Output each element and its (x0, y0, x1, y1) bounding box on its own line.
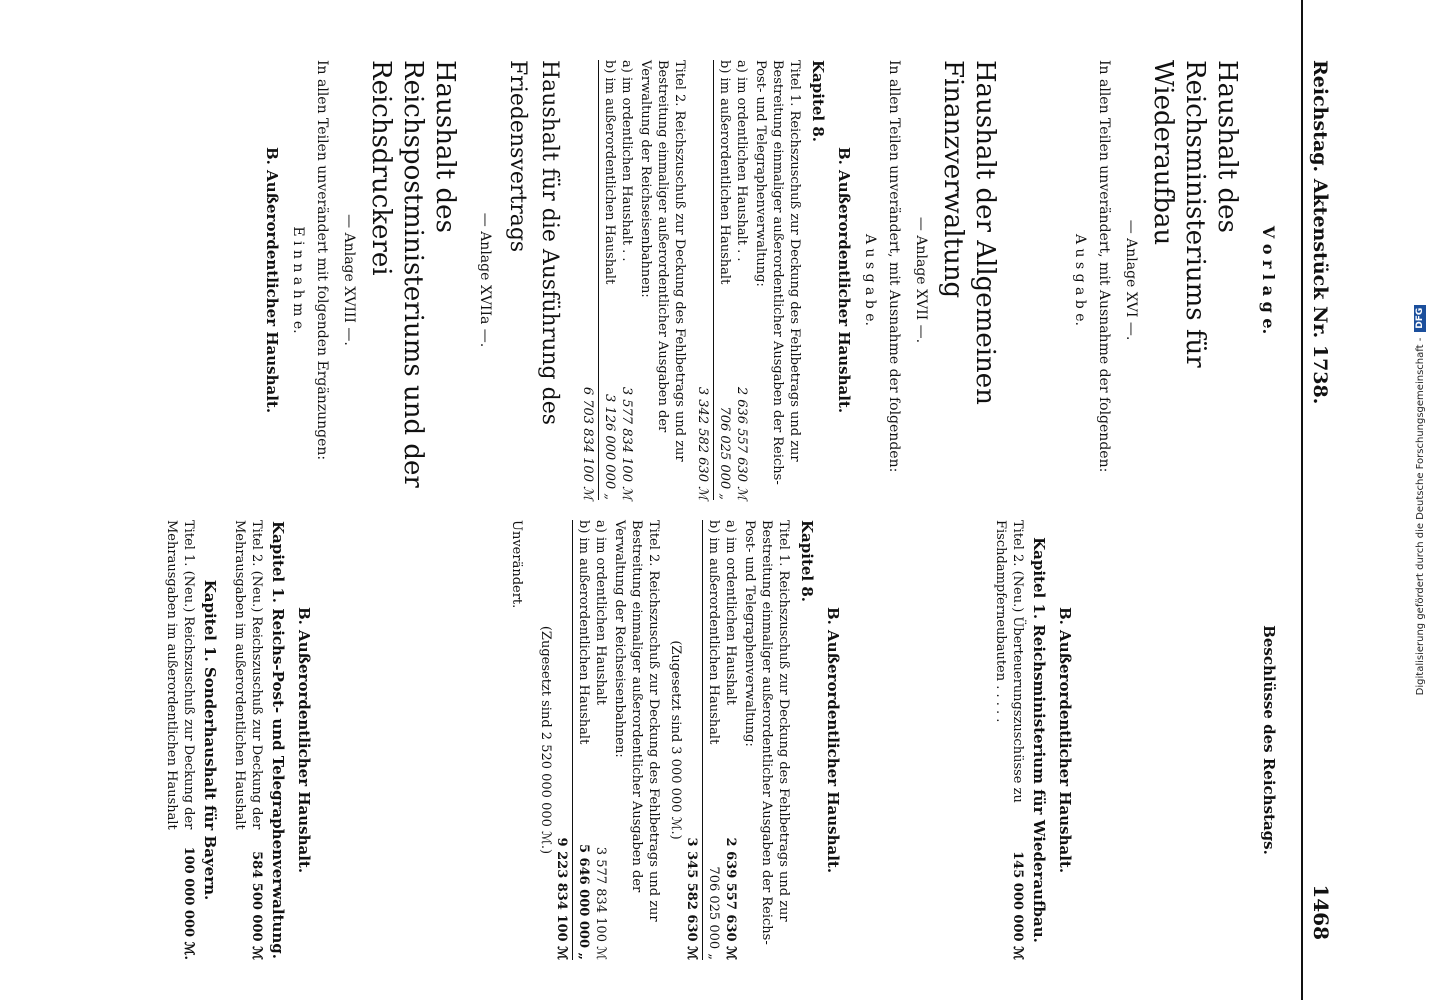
sum-rule (572, 520, 573, 960)
line-item: Titel 2. (Neu.) Überteuerungszuschüsse zu Fischdampferneubauten . . . . . 145 000 000 ℳ (993, 520, 1025, 960)
b-heading: B. Außerordentlicher Haushalt. (824, 606, 842, 874)
intro-text: In allen Teilen unverändert, mit Ausnahme der folgenden: (886, 60, 902, 473)
titel-2-text: Titel 2. Reichszuschuß zur Deckung des Fehlbetrags und zur Bestreitung einmaliger außerordentlicher Ausgaben der Verwaltung der Reichseisenbahnen: (612, 520, 661, 922)
line-item: b) im außerordentlichen Haushalt 706 025 000 „ (706, 520, 721, 960)
page-number: 1468 (1309, 884, 1333, 940)
intro-text: In allen Teilen unverändert, mit Ausnahme der folgenden: (1096, 60, 1112, 473)
kapitel-heading: Kapitel 1. Reichs-Post- und Telegraphenverwaltung. (269, 521, 287, 959)
b-heading: B. Außerordentlicher Haushalt. (1056, 606, 1074, 874)
sum-rule (713, 60, 714, 500)
einnahme-heading: E i n n a h m e. (290, 226, 306, 334)
sum-line: 9 223 834 100 ℳ (554, 837, 569, 960)
b-heading: B. Außerordentlicher Haushalt. (295, 606, 313, 874)
sum-rule (702, 520, 703, 960)
titel-2-text: Titel 2. Reichszuschuß zur Deckung des Fehlbetrags und zur Bestreitung einmaliger außerordentlicher Ausgaben der Verwaltung der Reichseisenbahnen: (638, 60, 687, 462)
unveraendert-note: Unverändert. (509, 520, 524, 609)
dfg-logo: DFG (1414, 305, 1426, 332)
note-zugesetzt: (Zugesetzt sind 2 520 000 000 ℳ.) (538, 625, 553, 855)
anlage-xvi: — Anlage XVI —. (1123, 219, 1139, 341)
titel-1-text: Titel 1. Reichszuschuß zur Deckung des Fehlbetrags und zur Bestreitung einmaliger außerordentlicher Ausgaben der Reichs-Post- und Telegraphenverwaltung: (753, 60, 802, 485)
right-column-beschluesse (163, 520, 1278, 960)
section-title-reichspost: Haushalt des Reichspostministeriums und der Reichsdruckerei (366, 60, 460, 488)
sum-rule (598, 60, 599, 500)
digitization-text: Digitalisierung gefördert durch die Deutsche Forschungsgemeinschaft - (1414, 337, 1426, 696)
line-item: a) im ordentlichen Haushalt 2 639 557 630 ℳ (723, 520, 738, 960)
line-item: a) im ordentlichen Haushalt . . 3 577 834 100 ℳ (619, 60, 634, 500)
line-item: b) im außerordentlichen Haushalt 5 646 000 000 „ (576, 520, 591, 960)
line-item: a) im ordentlichen Haushalt 3 577 834 100 ℳ (593, 520, 608, 960)
sum-line: 3 345 582 630 ℳ (684, 837, 699, 960)
line-item: b) im außerordentlichen Haushalt 3 126 000 000 „ (602, 60, 617, 500)
kapitel-heading: Kapitel 1. Sonderhaushalt für Bayern. (201, 579, 219, 901)
kapitel-heading: Kapitel 1. Reichsministerium für Wiederaufbau. (1030, 537, 1048, 943)
left-column-vorlage (259, 60, 1278, 500)
sum-line: 3 342 582 630 ℳ (695, 386, 710, 500)
titel-1-text: Titel 1. Reichszuschuß zur Deckung des Fehlbetrags und zur Bestreitung einmaliger außerordentlicher Ausgaben der Reichs-Post- und Telegraphenverwaltung: (742, 520, 791, 945)
digitization-note (1406, 8, 1434, 992)
beschluesse-heading: Beschlüsse des Reichstags. (1260, 625, 1278, 855)
b-heading: B. Außerordentlicher Haushalt. (835, 146, 853, 414)
intro-text: In allen Teilen unverändert mit folgenden Ergänzungen: (314, 60, 330, 461)
line-item: a) im ordentlichen Haushalt . . 2 636 557 630 ℳ (734, 60, 749, 500)
document-page (53, 0, 1398, 1000)
anlage-xvii: — Anlage XVII —. (913, 216, 929, 344)
header-title: Reichstag. Aktenstück Nr. 1738. (1309, 60, 1331, 405)
anlage-xviia: — Anlage XVIIa —. (477, 212, 493, 348)
page-header (1301, 0, 1343, 1000)
kapitel-heading: Kapitel 8. (798, 520, 816, 602)
sum-line: 6 703 834 100 ℳ (580, 386, 595, 500)
ausgabe-heading: A u s g a b e. (862, 233, 878, 327)
anlage-xviii: — Anlage XVIII —. (341, 214, 357, 346)
ausgabe-heading: A u s g a b e. (1072, 233, 1088, 327)
line-item: Titel 1. (Neu.) Reichszuschuß zur Deckung der Mehrausgaben im außerordentlichen Haushalt 100 000 000 ℳ. (164, 520, 196, 960)
section-title-finanzverwaltung: Haushalt der Allgemeinen Finanzverwaltung (938, 60, 1000, 405)
section-title-wiederaufbau: Haushalt des Reichsministeriums für Wiederaufbau (1148, 60, 1242, 368)
b-heading: B. Außerordentlicher Haushalt. (263, 146, 281, 414)
line-item: Titel 2. (Neu.) Reichszuschuß zur Deckung der Mehrausgaben im außerordentlichen Haushalt 584 500 000 ℳ (232, 520, 264, 960)
line-item: b) im außerordentlichen Haushalt 706 025 000 „ (717, 60, 732, 500)
section-title-friedensvertrag: Haushalt für die Ausführung des Friedensvertrags (505, 60, 562, 426)
note-zugesetzt: (Zugesetzt sind 3 000 000 ℳ.) (668, 640, 683, 840)
vorlage-heading: V o r l a g e. (1259, 225, 1278, 335)
kapitel-heading: Kapitel 8. (809, 60, 827, 142)
